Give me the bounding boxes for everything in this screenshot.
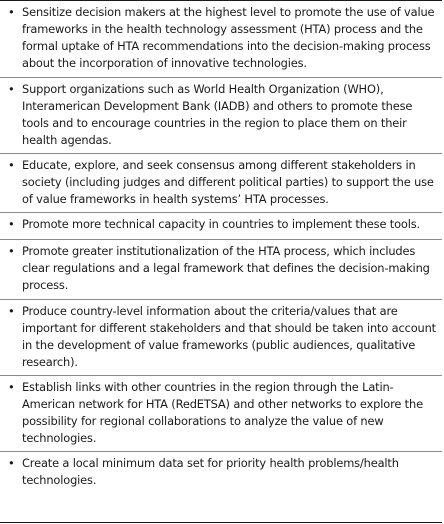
item-text: Establish links with other countries in the region through the Latin-American network for HTA (RedETSA) and other networks to explore the possibility for regional collaborations to analyze the value of new technologies. (22, 380, 423, 445)
table-row (0, 1, 442, 77)
bullet-icon: • (8, 5, 15, 19)
bullet-icon: • (8, 244, 15, 258)
bullet-icon: • (8, 456, 15, 470)
item-text: Promote greater institutionalization of the HTA process, which includes clear regulations and a legal framework that defines the decision-making process. (22, 244, 430, 292)
bullet-icon: • (8, 380, 15, 394)
item-text: Produce country-level information about the criteria/values that are important for different stakeholders and that should be taken into account in the development of value frameworks (public audiences, qualitative research). (22, 304, 436, 369)
table-row (0, 375, 442, 451)
item-text: Educate, explore, and seek consensus among different stakeholders in society (including judges and different political parties) to support the use of value frameworks in health systems’ HTA processes. (22, 158, 434, 206)
item-text: Create a local minimum data set for priority health problems/health technologies. (22, 456, 399, 487)
bullet-icon: • (8, 304, 15, 318)
table-row (0, 77, 442, 153)
table-row (0, 299, 442, 375)
bullet-icon: • (8, 158, 15, 172)
bullet-icon: • (8, 217, 15, 231)
item-text: Promote more technical capacity in countries to implement these tools. (22, 217, 420, 231)
table-row (0, 153, 442, 212)
bullet-icon: • (8, 82, 15, 96)
item-text: Sensitize decision makers at the highest level to promote the use of value frameworks in the health technology assessment (HTA) process and the formal uptake of HTA recommendations into the decision-making process about the incorporation of innovative technologies. (22, 5, 435, 70)
table-row (0, 212, 442, 239)
item-text: Support organizations such as World Health Organization (WHO), Interamerican Development Bank (IADB) and others to promote these tools and to encourage countries in the region to place them on their health agendas. (22, 82, 413, 147)
table-row (0, 239, 442, 299)
table-row (0, 451, 442, 522)
